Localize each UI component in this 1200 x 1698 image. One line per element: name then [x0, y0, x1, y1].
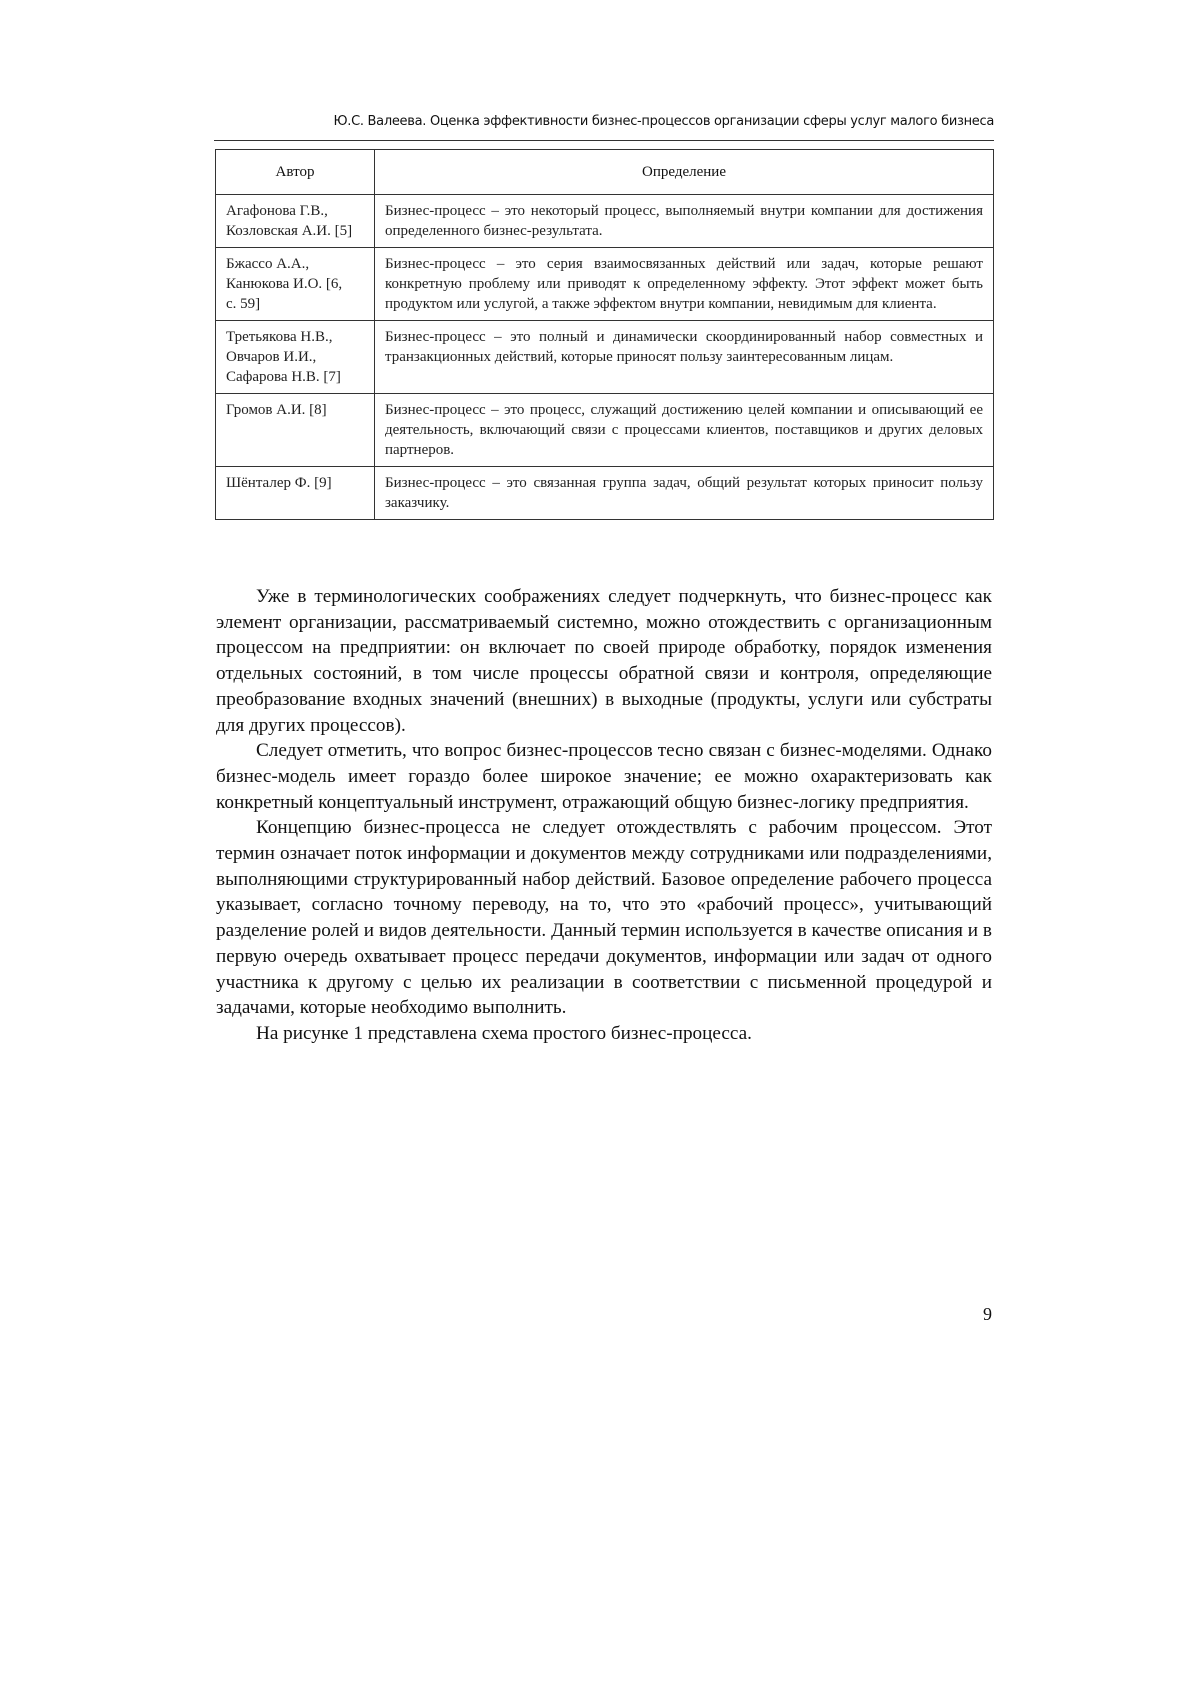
paragraph: Следует отметить, что вопрос бизнес-процессов тесно связан с бизнес-моделями. Однако бизнес-модель имеет гораздо более широкое значение; ее можно охарактеризовать как конкретный концептуальный инструмент, отражающий общую бизнес-логику предприятия.: [216, 738, 992, 815]
author-cell: [216, 467, 375, 520]
table-row: [216, 394, 994, 467]
table-row: [216, 321, 994, 394]
author-cell: [216, 321, 375, 394]
author-text: Бжассо А.А., Канюкова И.О. [6, с. 59]: [226, 256, 342, 312]
definition-cell: Бизнес-процесс – это связанная группа задач, общий результат которых приносит пользу заказчику.: [375, 467, 994, 520]
table-row: [216, 195, 994, 248]
paragraph: Уже в терминологических соображениях следует подчеркнуть, что бизнес-процесс как элемент организации, рассматриваемый системно, можно отождествить с организационным процессом на предприятии: он включает по своей природе обработку, порядок изменения отдельных состояний, в том числе процессы обратной связи и контроля, определяющие преобразование входных значений (внешних) в выходные (продукты, услуги или субстраты для других процессов).: [216, 584, 992, 738]
body-text: [216, 584, 992, 1047]
author-cell: [216, 195, 375, 248]
author-text: Шёнталер Ф. [9]: [226, 475, 332, 491]
author-text: Третьякова Н.В., Овчаров И.И., Сафарова Н.В. [7]: [226, 329, 341, 385]
table-row: [216, 248, 994, 321]
paragraph: Концепцию бизнес-процесса не следует отождествлять с рабочим процессом. Этот термин означает поток информации и документов между сотрудниками или подразделениями, выполняющими структурированный набор действий. Базовое определение рабочего процесса указывает, согласно точному переводу, на то, что это «рабочий процесс», учитывающий разделение ролей и видов деятельности. Данный термин используется в качестве описания и в первую очередь охватывает процесс передачи документов, информации или задач от одного участника к другому с целью их реализации в соответствии с письменной процедурой и задачами, которые необходимо выполнить.: [216, 815, 992, 1021]
column-header-definition: Определение: [375, 150, 994, 195]
author-cell: [216, 394, 375, 467]
definition-cell: Бизнес-процесс – это серия взаимосвязанных действий или задач, которые решают конкретную проблему или приводят к определенному эффекту. Этот эффект может быть продуктом или услугой, а также эффектом внутри компании, невидимым для клиента.: [375, 248, 994, 321]
page-number: 9: [960, 1304, 992, 1325]
definitions-table: [215, 149, 994, 520]
table-header-row: [216, 150, 994, 195]
definition-cell: Бизнес-процесс – это некоторый процесс, выполняемый внутри компании для достижения определенного бизнес-результата.: [375, 195, 994, 248]
running-header: Ю.С. Валеева. Оценка эффективности бизнес-процессов организации сферы услуг малого бизнеса: [214, 114, 994, 129]
header-rule: [214, 140, 994, 141]
author-text: Громов А.И. [8]: [226, 402, 327, 418]
column-header-author: Автор: [216, 150, 375, 195]
author-text: Агафонова Г.В., Козловская А.И. [5]: [226, 203, 352, 239]
definition-cell: Бизнес-процесс – это полный и динамически скоординированный набор совместных и транзакционных действий, которые приносят пользу заинтересованным лицам.: [375, 321, 994, 394]
paragraph: На рисунке 1 представлена схема простого бизнес-процесса.: [216, 1021, 992, 1047]
table-row: [216, 467, 994, 520]
definition-cell: Бизнес-процесс – это процесс, служащий достижению целей компании и описывающий ее деятельность, включающий связи с процессами клиентов, поставщиков и других деловых партнеров.: [375, 394, 994, 467]
author-cell: [216, 248, 375, 321]
